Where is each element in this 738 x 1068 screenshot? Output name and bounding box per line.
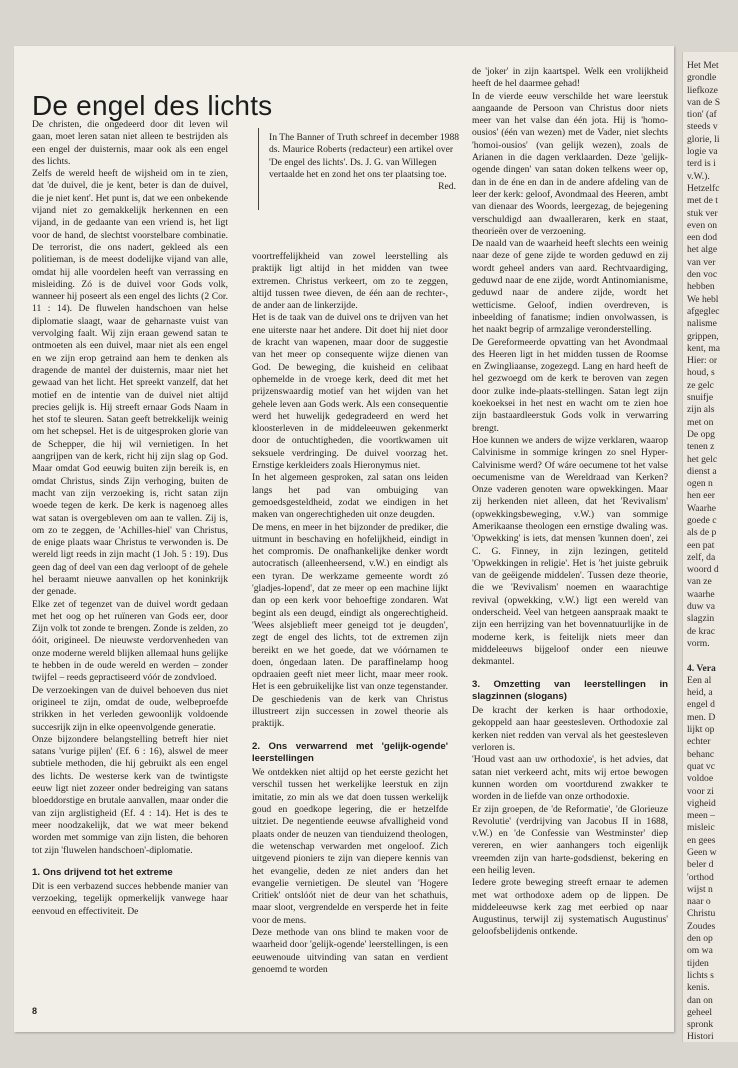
next-page-line: het alge	[687, 244, 718, 256]
article-title: De engel des lichts	[32, 90, 273, 121]
next-page-line: dan on	[687, 994, 713, 1006]
section-heading-1: 1. Ons drijvend tot het extreme	[32, 866, 173, 878]
next-page-line: engel d	[687, 699, 715, 711]
next-page-line: wijst n	[687, 883, 713, 895]
next-page-line: liefkoze	[687, 84, 718, 96]
next-page-line: Het Met	[687, 60, 719, 71]
paragraph: De naald van de waarheid heeft slechts een weinig naar deze of gene zijde te worden geduwd en zij wordt geheel anders van aard. Rechtvaardiging, geduwd naar de ene zijde, wordt Antinomianisme, geduwd naar de andere zijde, wordt het wetticisme. Geloof, indien overdreven, is inbeelding of fanatisme; indien onvolwassen, is het naakt begrip of armzalige veronderstelling.	[472, 238, 668, 336]
next-page-line: stuk ver	[687, 207, 718, 219]
next-page-line: heid, a	[687, 687, 713, 699]
next-page-line: We hebl	[687, 293, 719, 305]
next-page-line: en gees	[687, 834, 716, 846]
paragraph: De verzoekingen van de duivel behoeven dus niet origineel te zijn, omdat de oude, welbeproefde strikken in het verleden gewoonlijk voldoende succesrijk zijn in elke opeenvolgende generatie.	[32, 684, 228, 733]
intro-text: In The Banner of Truth schreef in december 1988 ds. Maurice Roberts (redacteur) een artikel over 'De engel des lichts'. Ds. J. G. van Willegen vertaalde het en zond het ons ter plaatsing toe.	[269, 132, 460, 180]
next-page-line: Christu	[687, 908, 716, 920]
next-page-line: met on	[687, 416, 714, 428]
next-page-line: even on	[687, 219, 718, 231]
next-page-line: spronk	[687, 1019, 714, 1031]
next-page-line: van de S	[687, 96, 721, 108]
next-page-line: misleic	[687, 822, 715, 834]
paragraph: De mens, en meer in het bijzonder de prediker, die uitmunt in beschaving en hofelijkheid, eindigt in het compromis. De onafhankelijke denker wordt autocratisch (alleenheersend, v.W.) en eindigt als een tyran. De werkzame gemeente wordt zó 'gladjes-lopend', dat ze meer op een machine lijkt dan op een kerk voor behoeftige zondaren. Wat begint als een deugd, eindigt als ongerechtigheid. 'Wees alsjeblieft meer geneigd tot je deugden', zegt de engel des lichts, tot de extremen zijn bereikt en we het goede, dat we vóórnamen te doen, óngedaan laten. De paraffinelamp hoog opdraaien geeft niet meer licht, maar meer rook. Het is een gebruikelijke list van onze tegenstander. De geschiedenis van de kerk van Christus illustreert zijn successen in zowel theorie als praktijk.	[252, 521, 448, 730]
next-page-line: Histori	[687, 1031, 714, 1042]
next-page-line: dienst a	[687, 465, 717, 477]
next-page-line: steeds v	[687, 121, 718, 133]
editorial-intro-box	[258, 128, 460, 210]
magazine-page	[14, 46, 674, 1032]
next-page-line: goede c	[687, 514, 717, 526]
next-page-line: meen –	[687, 810, 715, 822]
next-page-line: beler d	[687, 859, 714, 871]
text-column-2	[252, 251, 448, 976]
section-heading-2: 2. Ons verwarrend met 'gelijk-ogende' leerstellingen	[252, 740, 448, 764]
next-page-line: terd is i	[687, 158, 716, 170]
next-page-line: houd, s	[687, 367, 715, 379]
next-page-line: van ver	[687, 256, 716, 268]
next-page-line: kent, ma	[687, 342, 721, 354]
next-page-line: Hier: or	[687, 355, 718, 367]
paragraph: De christen, die ongedeerd door dit leven wil gaan, moet leren satan niet alleen te bestrijden als een engel der duisternis, maar ook als een engel des lichts.	[32, 119, 228, 167]
next-page-line: snuifje	[687, 392, 714, 404]
next-page-line: den op	[687, 933, 713, 945]
next-page-line: zijn als	[687, 404, 715, 416]
next-page-text-fragment	[687, 60, 738, 1042]
next-page-line: een pat	[687, 539, 715, 551]
next-page-line: vigheid	[687, 797, 716, 809]
next-page-edge	[682, 52, 738, 1042]
paragraph: Zelfs de wereld heeft de wijsheid om in te zien, dat 'de duivel, die je kent, beter is dan de duivel, die je niet kent'. Het punt is, dat we een onbekende vijand niet zo gemakkelijk herkennen en een vijand, in de gedaante van een vriend is, het ligt voor de hand, de slechtst voorstelbare combinatie. De terrorist, die ons nadert, gekleed als een politieman, is de meest dodelijke vijand van alle, omdat hij alle voordelen heeft van verrassing en misleiding. Zó is de duivel voor Gods volk, wanneer hij poseert als een engel des lichts (2 Cor. 11 : 14). De fluwelen handschoen van helse diplomatie slaagt, waar de geharnaste vuist van vervolging faalt. Wij zijn eraan gewend satan te ontmoeten als een duivel, maar niet als een engel en we zijn erop getraind aan hem te denken als dragende de mantel der duisternis, maar niet het gewaad van het licht. Het spreekt vanzelf, dat het motief en de intentie van de duivel niet altijd precies gelijk is. Hij streeft ernaar Gods Naam in het stof te sleuren. Satan geeft betrekkelijk weinig om het schepsel. Het is de uitgesproken glorie van de Schepper, die hij wil vernietigen. In het aangrijpen van de kerk, richt hij zijn slag op God. Maar omdat God eeuwig buiten zijn bereik is, en omdat Christus, sinds Zijn verhoging, buiten de macht van zijn verzoeking is, richt satan zijn woede tegen de kerk. De kerk is nagenoeg alles wat satan is overgebleven om aan te vallen. Zij is, om zo te zeggen, de 'Achilles-hiel' van Christus, de enige plaats waar Christus te verwonden is. De wereld ligt reeds in zijn macht (1 Joh. 5 : 19). Dus geen dag of deel van een dag verloopt of de gehele hel beraamt nieuwe aanvallen op het koninkrijk der genade.	[32, 168, 228, 598]
next-page-line: woord d	[687, 564, 719, 576]
next-page-line: met de t	[687, 195, 718, 207]
next-page-line: ze gelc	[687, 379, 714, 391]
next-page-line: 'orthod	[687, 871, 714, 883]
paragraph: In de vierde eeuw verschilde het ware leerstuk aangaande de Persoon van Christus door niets meer van het valse dan één jota. Hij is 'homo-ousios' (één van wezen) met de Vader, niet slechts 'homoi-ousios' (van gelijk wezen), zoals de Arianen in die dagen verklaarden. Deze 'gelijk-ogende dingen' van satan doken telkens weer op, dan in de éne en dan in de andere afdeling van de leer der kerk: geloof, Avondmaal des Heeren, ambt van dienaar des Woords, leergezag, de bejegening verschuldigd aan dwaalleraren, kerk en staat, theorieën over de verzoening.	[472, 90, 668, 237]
paragraph: De kracht der kerken is haar orthodoxie, gekoppeld aan haar geestesleven. Orthodoxie zal kerken niet redden van verval als het geestesleven verloren is.	[472, 705, 668, 754]
next-page-line: hebben	[687, 281, 715, 293]
paragraph: Hoe kunnen we anders de wijze verklaren, waarop Calvinisme in sommige kringen zo snel Hyper-Calvinisme werd? Of wáre oecumene tot het valse oecumenisme van de Wereldraad van Kerken? Onze vaderen genoten ware opwekkingen. Maar zij herkenden niet alleen, dat het 'Revivalism' (opwekkingsbeweging, v.W.) van sommige Amerikaanse theologen een ernstige dwaling was. 'Opwekking' is iets, dat mensen 'kunnen doen', zei C. G. Finney, in zijn lezingen, getiteld 'Opwekkingen in religie'. Het is 'het juiste gebruik van de geëigende middelen'. Tussen deze theorie, die we 'Revivalism' noemen en waarachtige revival (opwekking, v.W.) ligt een wereld van onderscheid. Veel van hetgeen aanspraak maakt te zijn een herrijzing van het bovennatuurlijke in de moderne kerk, is feitelijk niets meer dan middeleeuws bijgeloof onder een nieuwe dekmantel.	[472, 434, 668, 668]
next-page-line: geheel	[687, 1006, 713, 1018]
next-page-line: tijden	[687, 957, 709, 969]
paragraph: De Gereformeerde opvatting van het Avondmaal des Heeren ligt in het midden tussen de Roomse en Zwingliaanse, zogezegd. Lang en hard heeft de hel gezwoegd om de kerk te beroven van zegen door zulke inde-plaats-stellingen. Satan legt zijn koekoeksei in het nest en wacht om te zien hoe zijn bastaardleerstuk Gods volk in verwarring brengt.	[472, 336, 668, 434]
paragraph: Dit is een verbazend succes hebbende manier van verzoeking, tegelijk opmerkelijk vanwege haar eenvoud en effectiviteit. De	[32, 881, 228, 917]
paragraph: de 'joker' in zijn kaartspel. Welk een vrolijkheid heeft de hel daarmee gehad!	[472, 66, 668, 90]
next-page-line: kenis.	[687, 982, 710, 994]
next-page-line	[687, 650, 738, 662]
page-number: 8	[32, 1006, 38, 1016]
next-page-line: om wa	[687, 945, 713, 957]
next-page-line: grondle	[687, 72, 717, 84]
next-page-line: zelf, da	[687, 551, 716, 563]
next-page-line: duw va	[687, 601, 715, 613]
next-page-line: glorie, li	[687, 133, 720, 145]
next-page-line: 4. Vera	[687, 662, 716, 674]
next-page-line: Een al	[687, 674, 712, 686]
next-page-line: van ze	[687, 576, 712, 588]
paragraph: In het algemeen gesproken, zal satan ons leiden langs het pad van ombuiging van gemoedsgesteldheid, zodat we eindigen in het maken van ongerechtigheden uit onze deugden.	[252, 472, 448, 521]
next-page-line: waarhe	[687, 588, 715, 600]
paragraph: We ontdekken niet altijd op het eerste gezicht het verschil tussen het werkelijke leerstuk en zijn imitatie, zo min als we dat doen tussen werkelijk goud en goedkope legering, die er hetzelfde uitziet. De negentiende eeuwse afvalligheid vond plaats onder de neuzen van tienduizend theologen, die wetenschap verwarden met ongeloof. Zich uitgevend pioniers te zijn van diepere kennis van het evangelie, deden ze niet anders dan het evangelie vernietigen. De sleutel van 'Hogere Critiek' ontslóót niet de deur van het schathuis, maar sloot, vergrendelde en versperde het in feite voor de mens.	[252, 767, 448, 926]
paragraph: Iedere grote beweging streeft ernaar te ademen met wat orthodoxe adem op de lippen. De middeleeuwse kerk zag met eerbied op naar Augustinus, terwijl zij systematisch Augustinus' geloofsbelijdenis ontkende.	[472, 877, 668, 938]
paragraph: Het is de taak van de duivel ons te drijven van het ene uiterste naar het andere. Dit doet hij niet door de kracht van wapenen, maar door de suggestie van het meer op consequente wijze dienen van God. De beweging, die kuisheid en celibaat ophemelde in de vroege kerk, deed dit met het prijzenswaardig motief van het wijden van het gehele leven aan Gods werk. Als een consequentie werd het huwelijk gedegradeerd en werd het kloosterleven in de middeleeuwen gekenmerkt door de ontuchtigheden, die voortkwamen uit seksuele verdringing. De duivel voorzag het. Ernstige kerkleiders zoals Hieronymus niet.	[252, 312, 448, 472]
next-page-line: voor zi	[687, 785, 714, 797]
next-page-line: Hetzelfc	[687, 182, 720, 194]
next-page-line: tenen z	[687, 441, 715, 453]
next-page-line: vorm.	[687, 637, 710, 649]
next-page-line: grippen,	[687, 330, 719, 342]
paragraph: 'Houd vast aan uw orthodoxie', is het advies, dat satan niet verkeerd acht, mits wij ertoe bewogen kunnen worden om voortdurend zwakker te worden in de liefde van onze orthodoxie.	[472, 754, 668, 803]
next-page-line: Zoudes	[687, 920, 716, 932]
paragraph: Elke zet of tegenzet van de duivel wordt gedaan met het oog op het ruïneren van Gods eer, door Zijn volk tot zonde te brengen. Zonde is zelden, zo óóit, origineel. De nieuwste verdorvenheden van onze moderne wereld blijken allemaal huns gelijke te hebben in de oude wereld en werden – zonder twijfel – reeds gepractiseerd vóór de zondvloed.	[32, 598, 228, 684]
next-page-line: Geen w	[687, 847, 717, 858]
text-column-3	[472, 66, 668, 939]
next-page-line: lijkt op	[687, 724, 715, 736]
section-heading-3: 3. Omzetting van leerstellingen in slagzinnen (slogans)	[472, 678, 668, 702]
next-page-line: de krac	[687, 625, 715, 637]
next-page-line: De opg	[687, 428, 715, 440]
next-page-line: als de p	[687, 527, 717, 539]
next-page-line: ogen n	[687, 478, 713, 490]
next-page-line: slagzin	[687, 613, 715, 625]
next-page-line: men. D	[687, 711, 716, 723]
next-page-line: behanc	[687, 748, 715, 760]
paragraph: Onze bijzondere belangstelling betreft hier niet satans 'vurige pijlen' (Ef. 6 : 16), alswel de meer subtiele methoden, die hij gebruikt als een engel des lichts. De westerse kerk van de twintigste eeuw ligt niet zozeer onder bedreiging van satans bloeddorstige en brutale aanvallen, maar onder die van zijn arglistigheid (Ef. 4 : 14). Het is des te meer noodzakelijk, dat we wat meer bekend worden met sommige van zijn listen, die behoren tot zijn 'fluwelen handschoen'-diplomatie.	[32, 733, 228, 856]
next-page-line: naar o	[687, 896, 711, 908]
next-page-line: Waarhe	[687, 502, 717, 514]
next-page-line: het gelc	[687, 453, 718, 465]
paragraph: voortreffelijkheid van zowel leerstelling als praktijk ligt altijd in het midden van twee extremen. Christus verkeert, om zo te zeggen, altijd tussen twee dieven, de één aan de rechter-, de ander aan de linkerzijde.	[252, 251, 448, 312]
next-page-line: nalisme	[687, 318, 717, 330]
paragraph: Er zijn groepen, de 'de Reformatie', 'de Glorieuze Revolutie' (verdrijving van Jacobus II in 1688, v.W.) en 'de Confessie van Westminster' diep vereren, en wier aanhangers toch eigenlijk vreemden zijn van harte-godsdienst, bekering en een heilig leven.	[472, 803, 668, 876]
next-page-line: lichts s	[687, 969, 714, 981]
next-page-line: quat vc	[687, 760, 715, 772]
next-page-line: tion' (af	[687, 109, 717, 121]
next-page-line: een dod	[687, 232, 718, 244]
next-page-line: logie va	[687, 146, 718, 158]
text-column-1	[32, 119, 228, 918]
next-page-line: echter	[687, 736, 711, 748]
paragraph: Deze methode van ons blind te maken voor de waarheid door 'gelijk-ogende' leerstellingen, is een eeuwenoude uitvinding van satan en verdient genoemd te worden	[252, 927, 448, 975]
next-page-line: den voc	[687, 269, 718, 281]
intro-signature: Red.	[438, 181, 456, 193]
next-page-line: hen eer	[687, 490, 715, 502]
next-page-line: voldoe	[687, 773, 714, 785]
next-page-line: afgeglec	[687, 305, 720, 317]
next-page-line: v.W.).	[687, 170, 710, 182]
